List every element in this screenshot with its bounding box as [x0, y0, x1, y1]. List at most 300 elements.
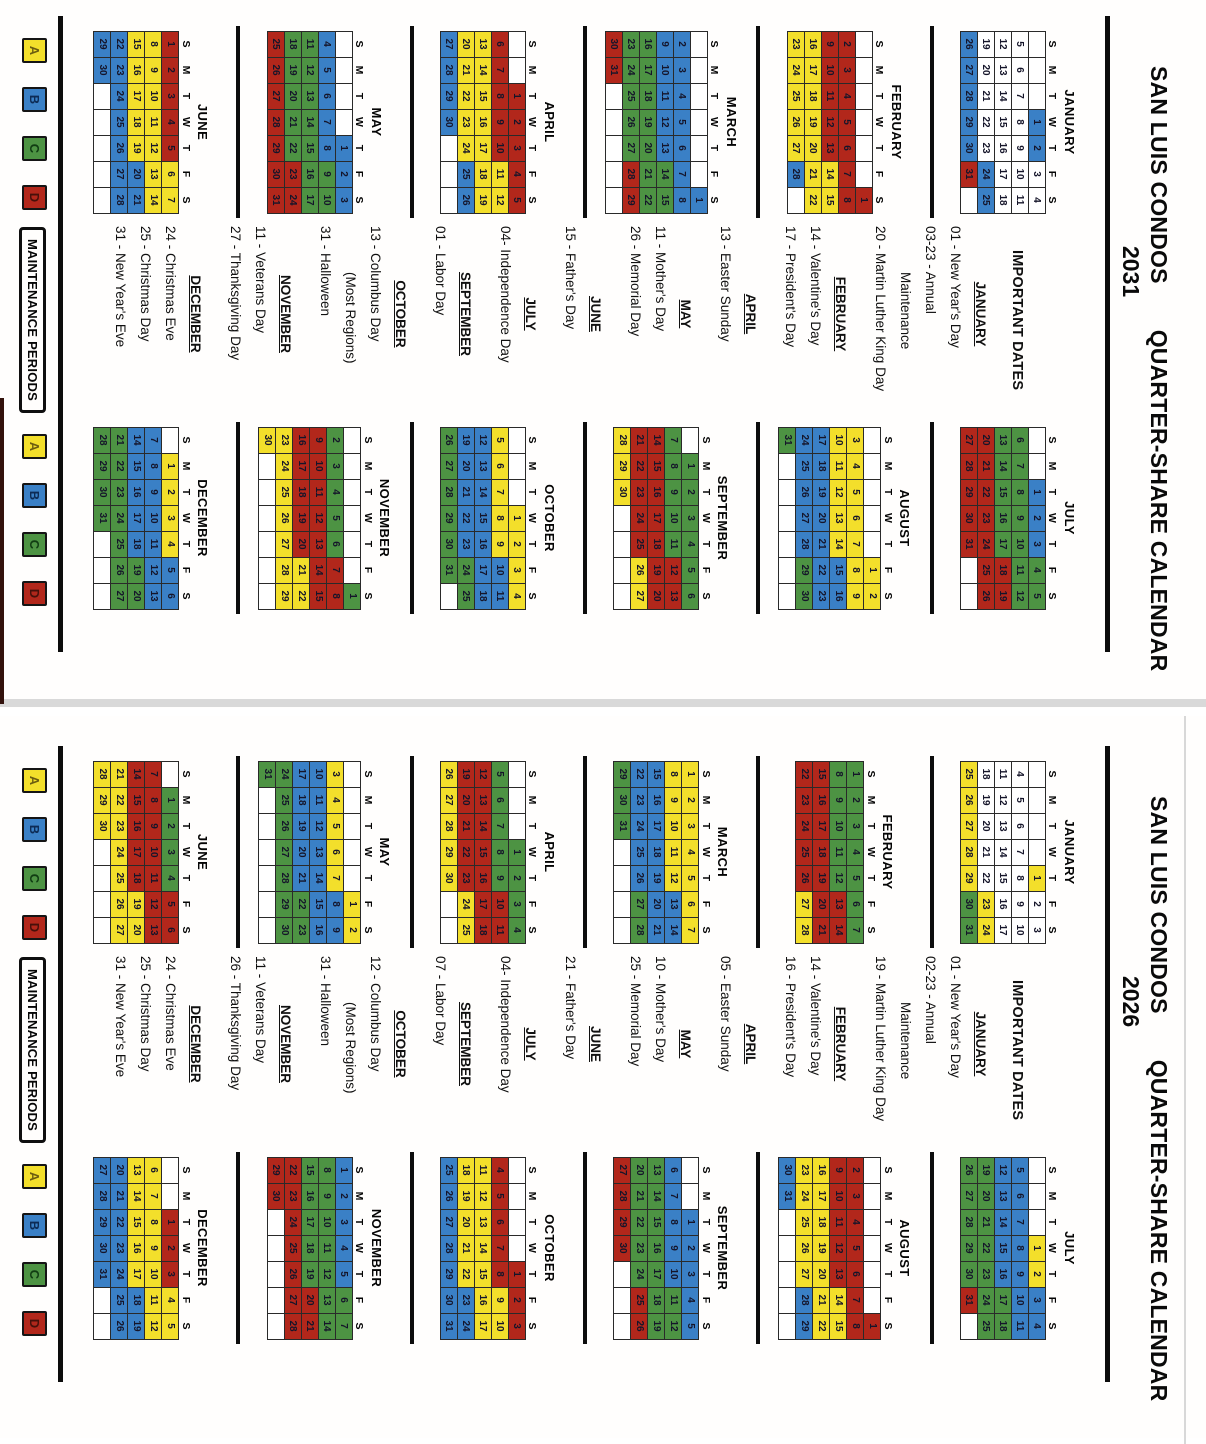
day-cell: 8: [318, 1157, 335, 1183]
day-cell: 1: [508, 1261, 525, 1287]
empty-cell: [605, 187, 622, 213]
weekday-header: S: [361, 926, 374, 934]
day-cell: 25: [796, 453, 813, 479]
day-cell: 13: [145, 161, 162, 187]
day-cell: 28: [440, 1235, 457, 1261]
important-date-item: Maintenance: [898, 1002, 913, 1080]
weekday-header: W: [526, 1243, 539, 1253]
day-cell: 6: [665, 1157, 682, 1183]
day-cell: 14: [474, 57, 491, 83]
legend-swatch-b: B: [22, 87, 47, 112]
empty-cell: [259, 813, 276, 839]
day-cell: 2: [1028, 135, 1045, 161]
day-cell: 30: [440, 109, 457, 135]
day-cell: 14: [474, 813, 491, 839]
empty-cell: [960, 1313, 977, 1339]
weekday-header: W: [699, 847, 712, 857]
important-dates-month: JANUARY: [973, 1011, 988, 1077]
day-cell: 9: [1011, 1261, 1028, 1287]
day-cell: 24: [111, 83, 128, 109]
day-cell: 28: [614, 427, 631, 453]
empty-cell: [344, 479, 361, 505]
important-dates-month: OCTOBER: [393, 1010, 408, 1078]
important-date-item: (Most Regions): [343, 1002, 358, 1094]
month-grid: [440, 761, 539, 944]
empty-cell: [259, 479, 276, 505]
empty-cell: [614, 505, 631, 531]
empty-cell: [690, 161, 707, 187]
weekday-header: T: [361, 874, 374, 882]
empty-cell: [344, 505, 361, 531]
weekday-header: W: [1046, 847, 1059, 857]
day-cell: 30: [94, 1235, 111, 1261]
day-cell: 8: [327, 583, 344, 609]
day-cell: 17: [813, 813, 830, 839]
day-cell: 1: [162, 1209, 179, 1235]
day-cell: 4: [491, 1157, 508, 1183]
legend-swatch-c: C: [22, 1262, 47, 1287]
day-cell: 30: [276, 917, 293, 943]
important-dates-group-february: [778, 226, 853, 422]
day-cell: 15: [648, 453, 665, 479]
day-cell: 4: [318, 31, 335, 57]
month-grid: [960, 1157, 1059, 1340]
day-cell: 28: [796, 917, 813, 943]
month-name: SEPTEMBER: [715, 475, 731, 561]
empty-cell: [94, 109, 111, 135]
empty-cell: [614, 1313, 631, 1339]
weekday-header: T: [526, 144, 539, 152]
important-date-item: 11 - Veterans Day: [253, 956, 268, 1064]
day-cell: 8: [1011, 479, 1028, 505]
day-cell: 21: [813, 531, 830, 557]
important-date-item: (Most Regions): [343, 272, 358, 364]
weekday-header: S: [699, 1166, 712, 1174]
day-cell: 17: [648, 1261, 665, 1287]
day-cell: 2: [847, 1157, 864, 1183]
day-cell: 17: [639, 57, 656, 83]
day-cell: 28: [960, 839, 977, 865]
empty-cell: [682, 427, 699, 453]
day-cell: 7: [327, 557, 344, 583]
weekday-header: T: [881, 540, 894, 548]
day-cell: 25: [977, 557, 994, 583]
day-cell: 12: [830, 865, 847, 891]
weekday-header: S: [526, 40, 539, 48]
legend-swatch-d: D: [22, 581, 47, 606]
day-cell: 27: [614, 1157, 631, 1183]
day-cell: 2: [847, 787, 864, 813]
day-cell: 6: [1011, 57, 1028, 83]
day-cell: 20: [128, 583, 145, 609]
month-april-2026: [414, 756, 587, 948]
day-cell: 8: [665, 1209, 682, 1235]
day-cell: 9: [665, 1235, 682, 1261]
day-cell: 21: [813, 1287, 830, 1313]
day-cell: 24: [796, 1183, 813, 1209]
day-cell: 14: [821, 161, 838, 187]
day-cell: 5: [491, 761, 508, 787]
day-cell: 23: [977, 1261, 994, 1287]
day-cell: 29: [960, 865, 977, 891]
weekday-header: S: [1046, 770, 1059, 778]
weekday-header: T: [1046, 1270, 1059, 1278]
empty-cell: [162, 761, 179, 787]
day-cell: 15: [474, 839, 491, 865]
empty-cell: [779, 505, 796, 531]
month-grid: [440, 31, 539, 214]
day-cell: 15: [128, 31, 145, 57]
day-cell: 30: [94, 479, 111, 505]
day-cell: 29: [796, 1313, 813, 1339]
weekday-header: M: [708, 65, 721, 75]
important-dates-month: OCTOBER: [393, 280, 408, 348]
day-cell: 23: [111, 479, 128, 505]
day-cell: 30: [960, 135, 977, 161]
day-cell: 22: [111, 1209, 128, 1235]
day-cell: 19: [301, 1261, 318, 1287]
day-cell: 30: [440, 865, 457, 891]
day-cell: 10: [145, 505, 162, 531]
day-cell: 22: [293, 583, 310, 609]
month-september-2026: [587, 1152, 760, 1344]
empty-cell: [1028, 31, 1045, 57]
month-name: JANUARY: [1061, 819, 1077, 885]
important-date-item: 07 - Labor Day: [433, 956, 448, 1046]
day-cell: 12: [301, 57, 318, 83]
month-grid: [267, 31, 366, 214]
day-cell: 19: [804, 109, 821, 135]
day-cell: 11: [318, 1235, 335, 1261]
day-cell: 12: [665, 865, 682, 891]
day-cell: 3: [327, 761, 344, 787]
weekday-header: S: [1046, 40, 1059, 48]
day-cell: 12: [145, 1313, 162, 1339]
legend-swatches-left: [22, 26, 52, 218]
day-cell: 11: [145, 865, 162, 891]
day-cell: 20: [804, 135, 821, 161]
months-column-jan-jun: [67, 756, 1103, 948]
empty-cell: [440, 917, 457, 943]
important-date-item: 01 - New Year's Day: [948, 956, 963, 1078]
day-cell: 2: [682, 1235, 699, 1261]
weekday-header: T: [864, 874, 877, 882]
day-cell: 29: [622, 187, 639, 213]
empty-cell: [614, 583, 631, 609]
page-title-calendar: QUARTER-SHARE CALENDAR: [1146, 1059, 1172, 1402]
day-cell: 13: [665, 891, 682, 917]
weekday-header: T: [179, 822, 192, 830]
weekday-header: F: [361, 900, 374, 908]
day-cell: 23: [457, 109, 474, 135]
day-cell: 5: [682, 557, 699, 583]
day-cell: 17: [648, 505, 665, 531]
empty-cell: [787, 187, 804, 213]
empty-cell: [94, 1287, 111, 1313]
day-cell: 13: [128, 1157, 145, 1183]
day-cell: 13: [821, 135, 838, 161]
important-dates-month: JANUARY: [973, 281, 988, 347]
weekday-header: T: [1046, 822, 1059, 830]
important-dates-group-may: [623, 956, 698, 1152]
title-rule: [1105, 746, 1110, 1382]
weekday-header: S: [361, 770, 374, 778]
weekday-header: S: [353, 1322, 366, 1330]
title-rule: [1105, 16, 1110, 652]
month-name: FEBRUARY: [880, 814, 896, 890]
day-cell: 14: [301, 109, 318, 135]
day-cell: 30: [94, 57, 111, 83]
legend-swatch-a: A: [22, 38, 47, 63]
weekday-header: S: [699, 926, 712, 934]
day-cell: 8: [491, 83, 508, 109]
day-cell: 10: [665, 505, 682, 531]
legend-rule: [58, 16, 63, 652]
important-dates-group-june: [558, 956, 608, 1152]
day-cell: 14: [648, 1183, 665, 1209]
day-cell: 11: [665, 1287, 682, 1313]
empty-cell: [162, 427, 179, 453]
day-cell: 10: [821, 57, 838, 83]
day-cell: 3: [1028, 531, 1045, 557]
empty-cell: [508, 31, 525, 57]
day-cell: 7: [145, 427, 162, 453]
day-cell: 22: [796, 761, 813, 787]
day-cell: 22: [293, 891, 310, 917]
day-cell: 19: [457, 427, 474, 453]
day-cell: 8: [847, 1313, 864, 1339]
weekday-header: M: [361, 461, 374, 471]
month-name: OCTOBER: [541, 1214, 557, 1282]
day-cell: 27: [960, 57, 977, 83]
day-cell: 20: [457, 1209, 474, 1235]
weekday-header: W: [179, 513, 192, 523]
day-cell: 11: [491, 917, 508, 943]
day-cell: 7: [847, 1287, 864, 1313]
weekday-header: F: [1046, 170, 1059, 178]
day-cell: 29: [94, 787, 111, 813]
day-cell: 27: [960, 1183, 977, 1209]
day-cell: 24: [977, 1287, 994, 1313]
maintenance-periods-label: MAINTENANCE PERIODS: [19, 227, 46, 413]
months-column-jul-dec: [67, 1152, 1103, 1344]
weekday-header: T: [361, 540, 374, 548]
day-cell: 8: [1011, 865, 1028, 891]
day-cell: 11: [310, 479, 327, 505]
empty-cell: [864, 505, 881, 531]
day-cell: 6: [673, 135, 690, 161]
day-cell: 9: [1011, 891, 1028, 917]
empty-cell: [440, 135, 457, 161]
day-cell: 3: [508, 557, 525, 583]
month-november-2031: [240, 422, 413, 614]
month-grid: [605, 31, 721, 214]
empty-cell: [614, 557, 631, 583]
day-cell: 20: [457, 453, 474, 479]
day-cell: 20: [648, 583, 665, 609]
month-grid: [778, 1157, 894, 1340]
weekday-header: S: [1046, 926, 1059, 934]
legend-swatches-right: [22, 422, 52, 614]
day-cell: 16: [830, 583, 847, 609]
day-cell: 30: [614, 1235, 631, 1261]
weekday-header: S: [699, 592, 712, 600]
day-cell: 4: [838, 83, 855, 109]
day-cell: 11: [830, 453, 847, 479]
day-cell: 24: [457, 891, 474, 917]
day-cell: 25: [796, 1209, 813, 1235]
empty-cell: [614, 917, 631, 943]
day-cell: 15: [994, 865, 1011, 891]
day-cell: 31: [960, 531, 977, 557]
day-cell: 1: [508, 83, 525, 109]
day-cell: 6: [491, 787, 508, 813]
day-cell: 27: [111, 917, 128, 943]
day-cell: 21: [111, 427, 128, 453]
day-cell: 12: [830, 479, 847, 505]
day-cell: 26: [111, 891, 128, 917]
day-cell: 29: [960, 109, 977, 135]
day-cell: 22: [639, 187, 656, 213]
day-cell: 27: [440, 1209, 457, 1235]
day-cell: 14: [830, 917, 847, 943]
day-cell: 21: [301, 1313, 318, 1339]
empty-cell: [779, 1209, 796, 1235]
day-cell: 24: [977, 531, 994, 557]
month-name: JUNE: [195, 103, 211, 141]
empty-cell: [335, 57, 352, 83]
day-cell: 28: [796, 1287, 813, 1313]
day-cell: 28: [440, 479, 457, 505]
important-dates-month: JULY: [523, 1027, 538, 1061]
important-dates-group-october: [313, 956, 413, 1152]
day-cell: 29: [614, 761, 631, 787]
day-cell: 9: [847, 583, 864, 609]
day-cell: 5: [1011, 1157, 1028, 1183]
day-cell: 23: [622, 31, 639, 57]
day-cell: 24: [787, 57, 804, 83]
day-cell: 15: [821, 187, 838, 213]
day-cell: 22: [457, 83, 474, 109]
weekday-header: W: [1046, 1243, 1059, 1253]
day-cell: 18: [994, 187, 1011, 213]
weekday-header: S: [526, 196, 539, 204]
important-dates-month: DECEMBER: [188, 1005, 203, 1083]
empty-cell: [855, 135, 872, 161]
weekday-header: S: [881, 592, 894, 600]
day-cell: 3: [162, 505, 179, 531]
day-cell: 3: [1028, 917, 1045, 943]
day-cell: 24: [111, 839, 128, 865]
weekday-header: M: [353, 1191, 366, 1201]
day-cell: 2: [673, 31, 690, 57]
important-dates-month: MAY: [678, 299, 693, 329]
day-cell: 20: [813, 1261, 830, 1287]
day-cell: 17: [994, 161, 1011, 187]
month-grid: [258, 427, 374, 610]
day-cell: 2: [327, 427, 344, 453]
day-cell: 30: [440, 531, 457, 557]
weekday-header: S: [526, 770, 539, 778]
month-january-2026: [934, 756, 1103, 948]
day-cell: 21: [631, 1183, 648, 1209]
day-cell: 26: [276, 505, 293, 531]
day-cell: 13: [994, 427, 1011, 453]
day-cell: 2: [1028, 891, 1045, 917]
day-cell: 14: [474, 479, 491, 505]
day-cell: 3: [335, 187, 352, 213]
month-june-2026: [67, 756, 240, 948]
month-grid: [613, 427, 712, 610]
day-cell: 27: [796, 1261, 813, 1287]
weekday-header: S: [873, 40, 886, 48]
month-september-2031: [587, 422, 760, 614]
day-cell: 14: [994, 83, 1011, 109]
day-cell: 5: [508, 187, 525, 213]
important-dates-group-november: [223, 226, 298, 422]
day-cell: 7: [1011, 453, 1028, 479]
weekday-header: T: [353, 1218, 366, 1226]
day-cell: 21: [111, 1183, 128, 1209]
important-date-item: 25 - Memorial Day: [628, 956, 643, 1067]
day-cell: 30: [960, 1261, 977, 1287]
day-cell: 6: [162, 583, 179, 609]
empty-cell: [344, 839, 361, 865]
empty-cell: [259, 787, 276, 813]
day-cell: 1: [1028, 479, 1045, 505]
day-cell: 29: [267, 135, 284, 161]
day-cell: 26: [796, 1235, 813, 1261]
day-cell: 8: [491, 839, 508, 865]
day-cell: 7: [665, 427, 682, 453]
day-cell: 5: [491, 1183, 508, 1209]
weekday-header: T: [526, 1270, 539, 1278]
day-cell: 13: [665, 583, 682, 609]
empty-cell: [1028, 813, 1045, 839]
empty-cell: [864, 1287, 881, 1313]
day-cell: 30: [779, 1157, 796, 1183]
day-cell: 1: [162, 453, 179, 479]
day-cell: 11: [145, 1287, 162, 1313]
day-cell: 24: [796, 813, 813, 839]
legend-swatch-b: B: [22, 1213, 47, 1238]
day-cell: 3: [682, 813, 699, 839]
important-date-item: 25 - Christmas Day: [138, 226, 153, 342]
weekday-header: M: [1046, 795, 1059, 805]
important-date-item: 31 - Halloween: [318, 226, 333, 317]
day-cell: 4: [682, 1287, 699, 1313]
day-cell: 19: [128, 891, 145, 917]
day-cell: 20: [631, 1157, 648, 1183]
weekday-header: S: [361, 592, 374, 600]
important-date-item: Maintenance: [898, 272, 913, 350]
day-cell: 5: [682, 865, 699, 891]
day-cell: 25: [796, 839, 813, 865]
day-cell: 17: [474, 891, 491, 917]
day-cell: 22: [813, 1313, 830, 1339]
important-date-item: 12 - Columbus Day: [368, 956, 383, 1072]
day-cell: 12: [310, 813, 327, 839]
day-cell: 21: [639, 161, 656, 187]
weekday-header: M: [526, 795, 539, 805]
weekday-header: T: [873, 144, 886, 152]
day-cell: 6: [491, 453, 508, 479]
day-cell: 15: [128, 1209, 145, 1235]
empty-cell: [864, 531, 881, 557]
day-cell: 20: [457, 787, 474, 813]
day-cell: 1: [682, 1209, 699, 1235]
day-cell: 29: [614, 1209, 631, 1235]
